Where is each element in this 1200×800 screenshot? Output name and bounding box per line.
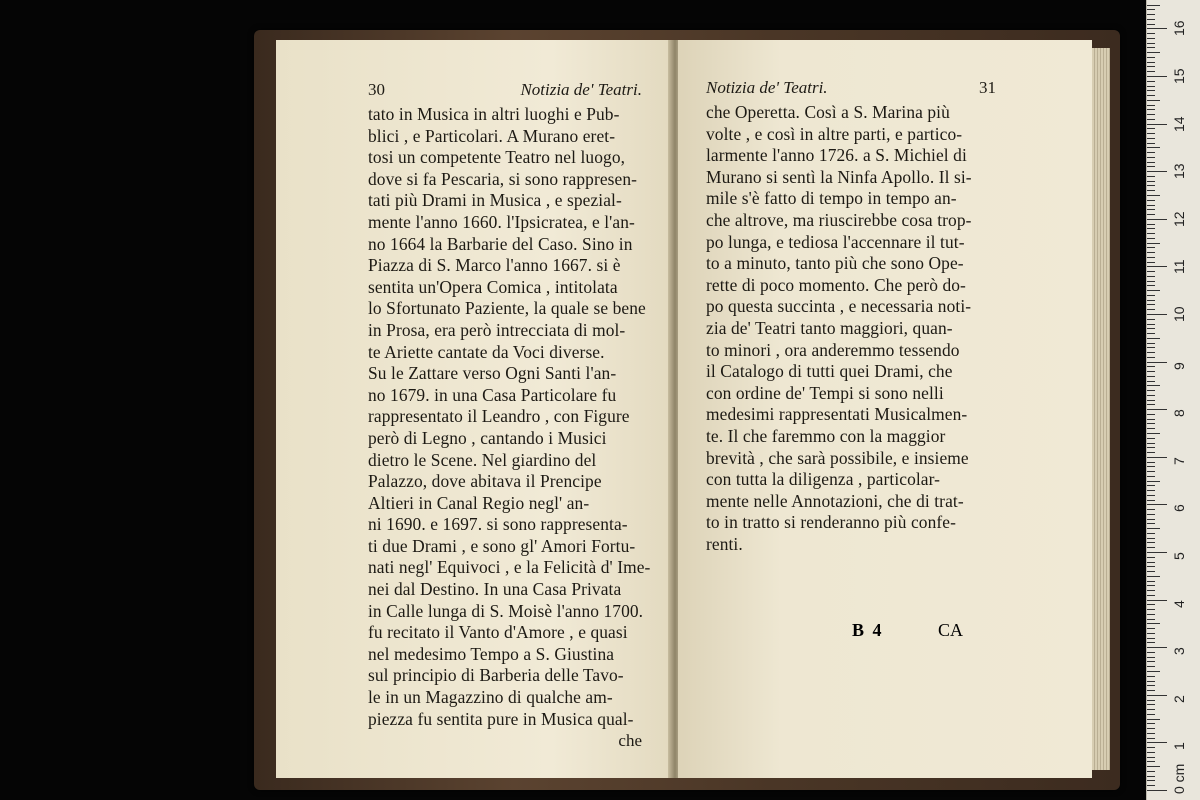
text-line: Palazzo, dove abitava il Prencipe — [368, 471, 602, 492]
ruler-label: 12 — [1171, 211, 1187, 227]
ruler-tick — [1147, 443, 1155, 444]
ruler-tick — [1147, 419, 1155, 420]
ruler-tick — [1147, 700, 1155, 701]
text-line: te Ariette cantate da Voci diverse. — [368, 341, 605, 362]
ruler-tick — [1147, 57, 1155, 58]
text-line: nati negl' Equivoci , e la Felicità d' Ime- — [368, 557, 651, 578]
ruler-tick — [1147, 423, 1155, 424]
ruler-tick — [1147, 523, 1155, 524]
ruler-tick — [1147, 290, 1160, 291]
text-line: po questa succinta , e necessaria noti- — [706, 296, 972, 317]
ruler-tick — [1147, 447, 1155, 448]
ruler-tick — [1147, 719, 1160, 720]
ruler-tick — [1147, 790, 1167, 791]
signature-mark: B 4 — [852, 620, 884, 640]
text-line: fu recitato il Vanto d'Amore , e quasi — [368, 622, 628, 643]
ruler-label: 1 — [1171, 742, 1187, 751]
ruler-tick — [1147, 395, 1155, 396]
ruler-tick — [1147, 62, 1155, 63]
ruler-tick — [1147, 690, 1155, 691]
ruler-tick — [1147, 671, 1160, 672]
ruler-label: 6 — [1171, 504, 1187, 513]
ruler-tick — [1147, 304, 1155, 305]
ruler-label: 8 — [1171, 409, 1187, 418]
ruler-tick — [1147, 747, 1155, 748]
text-line: in Calle lunga di S. Moisè l'anno 1700. — [368, 600, 644, 621]
ruler-tick — [1147, 81, 1155, 82]
ruler-tick — [1147, 228, 1155, 229]
text-line: con tutta la diligenza , particolar- — [706, 469, 941, 490]
ruler-tick — [1147, 780, 1155, 781]
ruler-label: 3 — [1171, 647, 1187, 656]
ruler-tick — [1147, 519, 1155, 520]
ruler-tick — [1147, 252, 1155, 253]
text-line: che Operetta. Così a S. Marina più — [706, 102, 950, 122]
ruler-tick — [1147, 9, 1155, 10]
ruler-tick — [1147, 666, 1155, 667]
ruler-tick — [1147, 557, 1155, 558]
ruler-label: 10 — [1171, 306, 1187, 322]
ruler-tick — [1147, 357, 1155, 358]
left-catchword: che — [618, 731, 642, 751]
text-line: ti due Drami , e sono gl' Amori Fortu- — [368, 535, 636, 556]
ruler-tick — [1147, 162, 1155, 163]
ruler-tick — [1147, 181, 1155, 182]
ruler-tick — [1147, 219, 1167, 220]
ruler-tick — [1147, 676, 1155, 677]
ruler-tick — [1147, 195, 1160, 196]
left-text-block — [368, 104, 651, 730]
text-line: blici , e Particolari. A Murano eret- — [368, 125, 616, 146]
ruler-tick — [1147, 466, 1155, 467]
ruler-tick — [1147, 366, 1155, 367]
ruler-tick — [1147, 590, 1155, 591]
ruler-tick — [1147, 285, 1155, 286]
text-line: tato in Musica in altri luoghi e Pub- — [368, 104, 620, 124]
ruler-tick — [1147, 623, 1160, 624]
ruler-tick — [1147, 509, 1155, 510]
ruler-tick — [1147, 633, 1155, 634]
ruler-tick — [1147, 124, 1167, 125]
ruler-tick — [1147, 766, 1160, 767]
ruler-tick — [1147, 433, 1160, 434]
ruler-tick — [1147, 404, 1155, 405]
ruler-tick — [1147, 157, 1155, 158]
right-running-head — [706, 78, 996, 100]
ruler-tick — [1147, 476, 1155, 477]
right-text-block — [706, 102, 996, 555]
ruler-tick — [1147, 723, 1155, 724]
ruler-tick — [1147, 681, 1155, 682]
ruler-tick — [1147, 485, 1155, 486]
ruler-tick — [1147, 642, 1155, 643]
ruler-tick — [1147, 262, 1155, 263]
right-page — [678, 40, 1092, 778]
ruler-label: 2 — [1171, 695, 1187, 703]
ruler-tick — [1147, 171, 1167, 172]
ruler-tick — [1147, 538, 1155, 539]
ruler-tick — [1147, 152, 1155, 153]
text-line: nel medesimo Tempo a S. Giustina — [368, 643, 615, 664]
ruler-tick — [1147, 647, 1167, 648]
text-line: il Catalogo di tutti quei Drami, che — [706, 361, 953, 382]
ruler-tick — [1147, 314, 1167, 315]
right-catchword: CA — [938, 620, 964, 640]
ruler-tick — [1147, 138, 1155, 139]
ruler-tick — [1147, 533, 1155, 534]
ruler-tick — [1147, 14, 1155, 15]
ruler-tick — [1147, 209, 1155, 210]
text-line: che altrove, ma riuscirebbe cosa trop- — [706, 209, 972, 230]
ruler-tick — [1147, 704, 1155, 705]
ruler-tick — [1147, 571, 1155, 572]
ruler-tick — [1147, 243, 1160, 244]
ruler-tick — [1147, 547, 1155, 548]
ruler-tick — [1147, 52, 1160, 53]
ruler-tick — [1147, 224, 1155, 225]
left-running-head — [368, 80, 642, 102]
text-line: rappresentato il Leandro , con Figure — [368, 406, 630, 427]
text-line: con ordine de' Tempi si sono nelli — [706, 382, 944, 403]
text-line: le in un Magazzino di qualche am- — [368, 687, 613, 708]
ruler-tick — [1147, 319, 1155, 320]
ruler-tick — [1147, 381, 1155, 382]
ruler-tick — [1147, 438, 1155, 439]
ruler-tick — [1147, 347, 1155, 348]
ruler-tick — [1147, 214, 1155, 215]
text-line: sentita un'Opera Comica , intitolata — [368, 276, 618, 297]
ruler-tick — [1147, 176, 1155, 177]
ruler-tick — [1147, 528, 1160, 529]
text-line: dietro le Scene. Nel giardino del — [368, 449, 597, 470]
ruler-tick — [1147, 752, 1155, 753]
ruler-tick — [1147, 400, 1155, 401]
ruler-tick — [1147, 452, 1155, 453]
ruler-tick — [1147, 309, 1155, 310]
ruler-tick — [1147, 28, 1167, 29]
ruler-tick — [1147, 428, 1155, 429]
text-line: volte , e così in altre parti, e partico- — [706, 123, 963, 144]
ruler-tick — [1147, 76, 1167, 77]
ruler-tick — [1147, 371, 1155, 372]
left-running-title: Notizia de' Teatri. — [520, 80, 642, 99]
ruler-tick — [1147, 562, 1155, 563]
ruler-tick — [1147, 771, 1155, 772]
ruler-tick — [1147, 133, 1155, 134]
ruler-tick — [1147, 595, 1155, 596]
ruler-tick — [1147, 619, 1155, 620]
ruler-tick — [1147, 128, 1155, 129]
ruler-tick — [1147, 542, 1155, 543]
ruler-tick — [1147, 200, 1155, 201]
ruler-tick — [1147, 514, 1155, 515]
ruler-tick — [1147, 338, 1160, 339]
ruler-tick — [1147, 409, 1167, 410]
ruler-tick — [1147, 71, 1155, 72]
ruler-tick — [1147, 638, 1155, 639]
ruler-tick — [1147, 281, 1155, 282]
ruler-tick — [1147, 185, 1155, 186]
ruler-label: 16 — [1171, 20, 1187, 37]
ruler-tick — [1147, 471, 1155, 472]
ruler-tick — [1147, 300, 1155, 301]
ruler-tick — [1147, 414, 1155, 415]
ruler-tick — [1147, 166, 1155, 167]
text-line: mile s'è fatto di tempo in tempo an- — [706, 188, 957, 209]
text-line: medesimi rappresentati Musicalmen- — [706, 404, 968, 425]
ruler-tick — [1147, 271, 1155, 272]
ruler-tick — [1147, 500, 1155, 501]
measurement-ruler — [1146, 0, 1200, 800]
ruler-tick — [1147, 100, 1160, 101]
text-line: mente nelle Annotazioni, che di trat- — [706, 490, 964, 511]
ruler-tick — [1147, 761, 1155, 762]
text-line: però di Legno , cantando i Musici — [368, 427, 607, 448]
ruler-tick — [1147, 114, 1155, 115]
text-line: lo Sfortunato Paziente, la quale se bene — [368, 298, 646, 319]
ruler-label: 0 cm — [1171, 763, 1187, 794]
text-line: Piazza di S. Marco l'anno 1667. si è — [368, 255, 621, 276]
ruler-tick — [1147, 614, 1155, 615]
ruler-tick — [1147, 785, 1155, 786]
text-line: to a minuto, tanto più che sono Ope- — [706, 253, 964, 274]
text-line: tati più Drami in Musica , e spezial- — [368, 190, 622, 211]
ruler-tick — [1147, 776, 1155, 777]
ruler-tick — [1147, 742, 1167, 743]
ruler-tick — [1147, 685, 1155, 686]
ruler-label: 9 — [1171, 361, 1187, 370]
ruler-tick — [1147, 143, 1155, 144]
text-line: Murano si sentì la Ninfa Apollo. Il si- — [706, 166, 972, 187]
right-running-title: Notizia de' Teatri. — [706, 78, 828, 97]
ruler-tick — [1147, 585, 1155, 586]
ruler-tick — [1147, 695, 1167, 696]
ruler-label: 4 — [1171, 599, 1187, 608]
ruler-tick — [1147, 362, 1167, 363]
text-line: ni 1690. e 1697. si sono rappresenta- — [368, 514, 628, 535]
ruler-tick — [1147, 5, 1160, 6]
ruler-tick — [1147, 757, 1155, 758]
ruler-tick — [1147, 247, 1155, 248]
ruler-tick — [1147, 109, 1155, 110]
left-folio: 30 — [368, 80, 385, 99]
ruler-tick — [1147, 661, 1155, 662]
ruler-tick — [1147, 733, 1155, 734]
text-line: zia de' Teatri tanto maggiori, quan- — [706, 317, 953, 338]
ruler-tick — [1147, 47, 1155, 48]
ruler-tick — [1147, 581, 1155, 582]
ruler-tick — [1147, 266, 1167, 267]
text-line: renti. — [706, 533, 743, 554]
ruler-tick — [1147, 709, 1155, 710]
text-line: nei dal Destino. In una Casa Privata — [368, 579, 622, 600]
ruler-tick — [1147, 352, 1155, 353]
ruler-tick — [1147, 566, 1155, 567]
page-edges — [1092, 48, 1110, 770]
text-line: to in tratto si renderanno più confe- — [706, 512, 956, 533]
ruler-tick — [1147, 19, 1155, 20]
text-line: piezza fu sentita pure in Musica qual- — [368, 708, 634, 729]
ruler-tick — [1147, 495, 1155, 496]
text-line: no 1679. in una Casa Particolare fu — [368, 384, 617, 405]
ruler-tick — [1147, 657, 1155, 658]
ruler-tick — [1147, 490, 1155, 491]
ruler-tick — [1147, 119, 1155, 120]
text-line: brevità , che sarà possibile, e insieme — [706, 447, 969, 468]
text-line: rette di poco momento. Che però do- — [706, 274, 966, 295]
ruler-tick — [1147, 190, 1155, 191]
ruler-tick — [1147, 66, 1155, 67]
text-line: tosi un competente Teatro nel luogo, — [368, 147, 626, 168]
ruler-tick — [1147, 38, 1155, 39]
text-line: no 1664 la Barbarie del Caso. Sino in — [368, 233, 633, 254]
ruler-tick — [1147, 333, 1155, 334]
ruler-tick — [1147, 609, 1155, 610]
ruler-label: 14 — [1171, 116, 1187, 132]
text-line: sul principio di Barberia delle Tavo- — [368, 665, 624, 686]
ruler-tick — [1147, 714, 1155, 715]
ruler-tick — [1147, 276, 1155, 277]
text-line: Su le Zattare verso Ogni Santi l'an- — [368, 363, 617, 384]
ruler-tick — [1147, 105, 1155, 106]
ruler-tick — [1147, 238, 1155, 239]
ruler-tick — [1147, 504, 1167, 505]
ruler-tick — [1147, 257, 1155, 258]
ruler-tick — [1147, 604, 1155, 605]
text-line: in Prosa, era però intrecciata di mol- — [368, 319, 626, 340]
ruler-tick — [1147, 728, 1155, 729]
text-line: mente l'anno 1660. l'Ipsicratea, e l'an- — [368, 211, 635, 232]
text-line: to minori , ora anderemmo tessendo — [706, 339, 960, 360]
text-line: te. Il che faremmo con la maggior — [706, 425, 946, 446]
right-folio: 31 — [979, 78, 996, 97]
ruler-tick — [1147, 385, 1160, 386]
ruler-tick — [1147, 738, 1155, 739]
ruler-tick — [1147, 628, 1155, 629]
text-line: po lunga, e tediosa l'accennare il tut- — [706, 231, 965, 252]
text-line: dove si fa Pescaria, si sono rappresen- — [368, 168, 638, 189]
ruler-tick — [1147, 147, 1160, 148]
ruler-tick — [1147, 481, 1160, 482]
ruler-tick — [1147, 328, 1155, 329]
text-line: larmente l'anno 1726. a S. Michiel di — [706, 145, 967, 166]
ruler-label: 11 — [1171, 259, 1187, 275]
ruler-tick — [1147, 600, 1167, 601]
text-line: Altieri in Canal Regio negl' an- — [368, 492, 590, 513]
ruler-label: 7 — [1171, 457, 1187, 465]
ruler-tick — [1147, 652, 1155, 653]
ruler-tick — [1147, 376, 1155, 377]
ruler-tick — [1147, 324, 1155, 325]
ruler-tick — [1147, 90, 1155, 91]
ruler-tick — [1147, 462, 1155, 463]
ruler-tick — [1147, 24, 1155, 25]
ruler-tick — [1147, 205, 1155, 206]
left-page — [276, 40, 670, 778]
ruler-tick — [1147, 33, 1155, 34]
ruler-tick — [1147, 390, 1155, 391]
ruler-tick — [1147, 552, 1167, 553]
ruler-label: 13 — [1171, 163, 1187, 180]
ruler-tick — [1147, 233, 1155, 234]
ruler-label: 15 — [1171, 68, 1187, 84]
ruler-tick — [1147, 86, 1155, 87]
ruler-tick — [1147, 576, 1160, 577]
ruler-tick — [1147, 457, 1167, 458]
ruler-tick — [1147, 43, 1155, 44]
ruler-tick — [1147, 95, 1155, 96]
ruler-tick — [1147, 295, 1155, 296]
ruler-tick — [1147, 343, 1155, 344]
ruler-label: 5 — [1171, 552, 1187, 560]
